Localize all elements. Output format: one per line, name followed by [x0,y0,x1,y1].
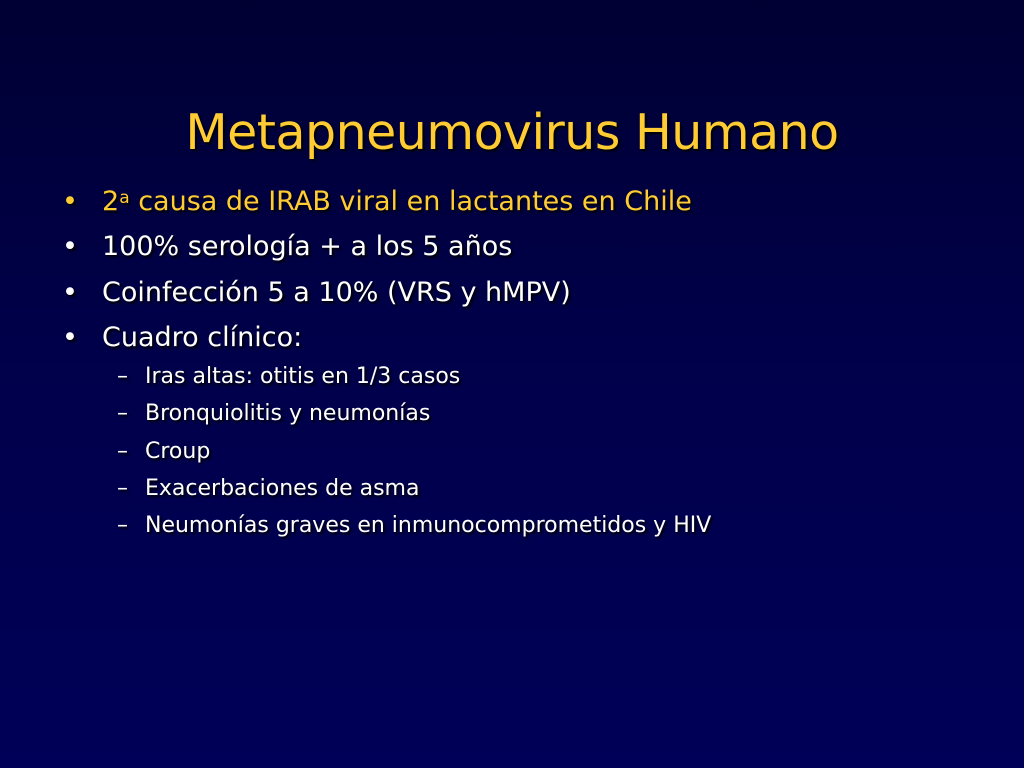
bullet-text [102,184,692,220]
ordinal-superscript: a [119,188,130,208]
sub-bullet-marker: – [117,401,128,426]
ordinal-number: 2 [102,186,120,217]
sub-bullet-text: Croup [145,439,211,464]
slide-title: Metapneumovirus Humano [185,104,839,161]
sub-bullet-marker: – [117,476,128,501]
sub-bullet-text: Exacerbaciones de asma [145,476,420,501]
sub-bullet-text: Iras altas: otitis en 1/3 casos [145,364,461,389]
sub-bullet-marker: – [117,513,128,538]
bullet-text: Cuadro clínico: [102,322,303,353]
bullet-text: 100% serología + a los 5 años [102,231,513,262]
bullet-marker: • [62,322,78,353]
bullet-text-rest: causa de IRAB viral en lactantes en Chile [129,186,692,217]
sub-bullet-marker: – [117,364,128,389]
sub-bullet-marker: – [117,439,128,464]
bullet-marker: • [62,186,78,217]
bullet-marker: • [62,231,78,262]
bullet-marker: • [62,277,78,308]
sub-bullet-text: Neumonías graves en inmunocomprometidos y HIV [145,513,712,538]
sub-bullet-text: Bronquiolitis y neumonías [145,401,431,426]
bullet-text: Coinfección 5 a 10% (VRS y hMPV) [102,277,571,308]
